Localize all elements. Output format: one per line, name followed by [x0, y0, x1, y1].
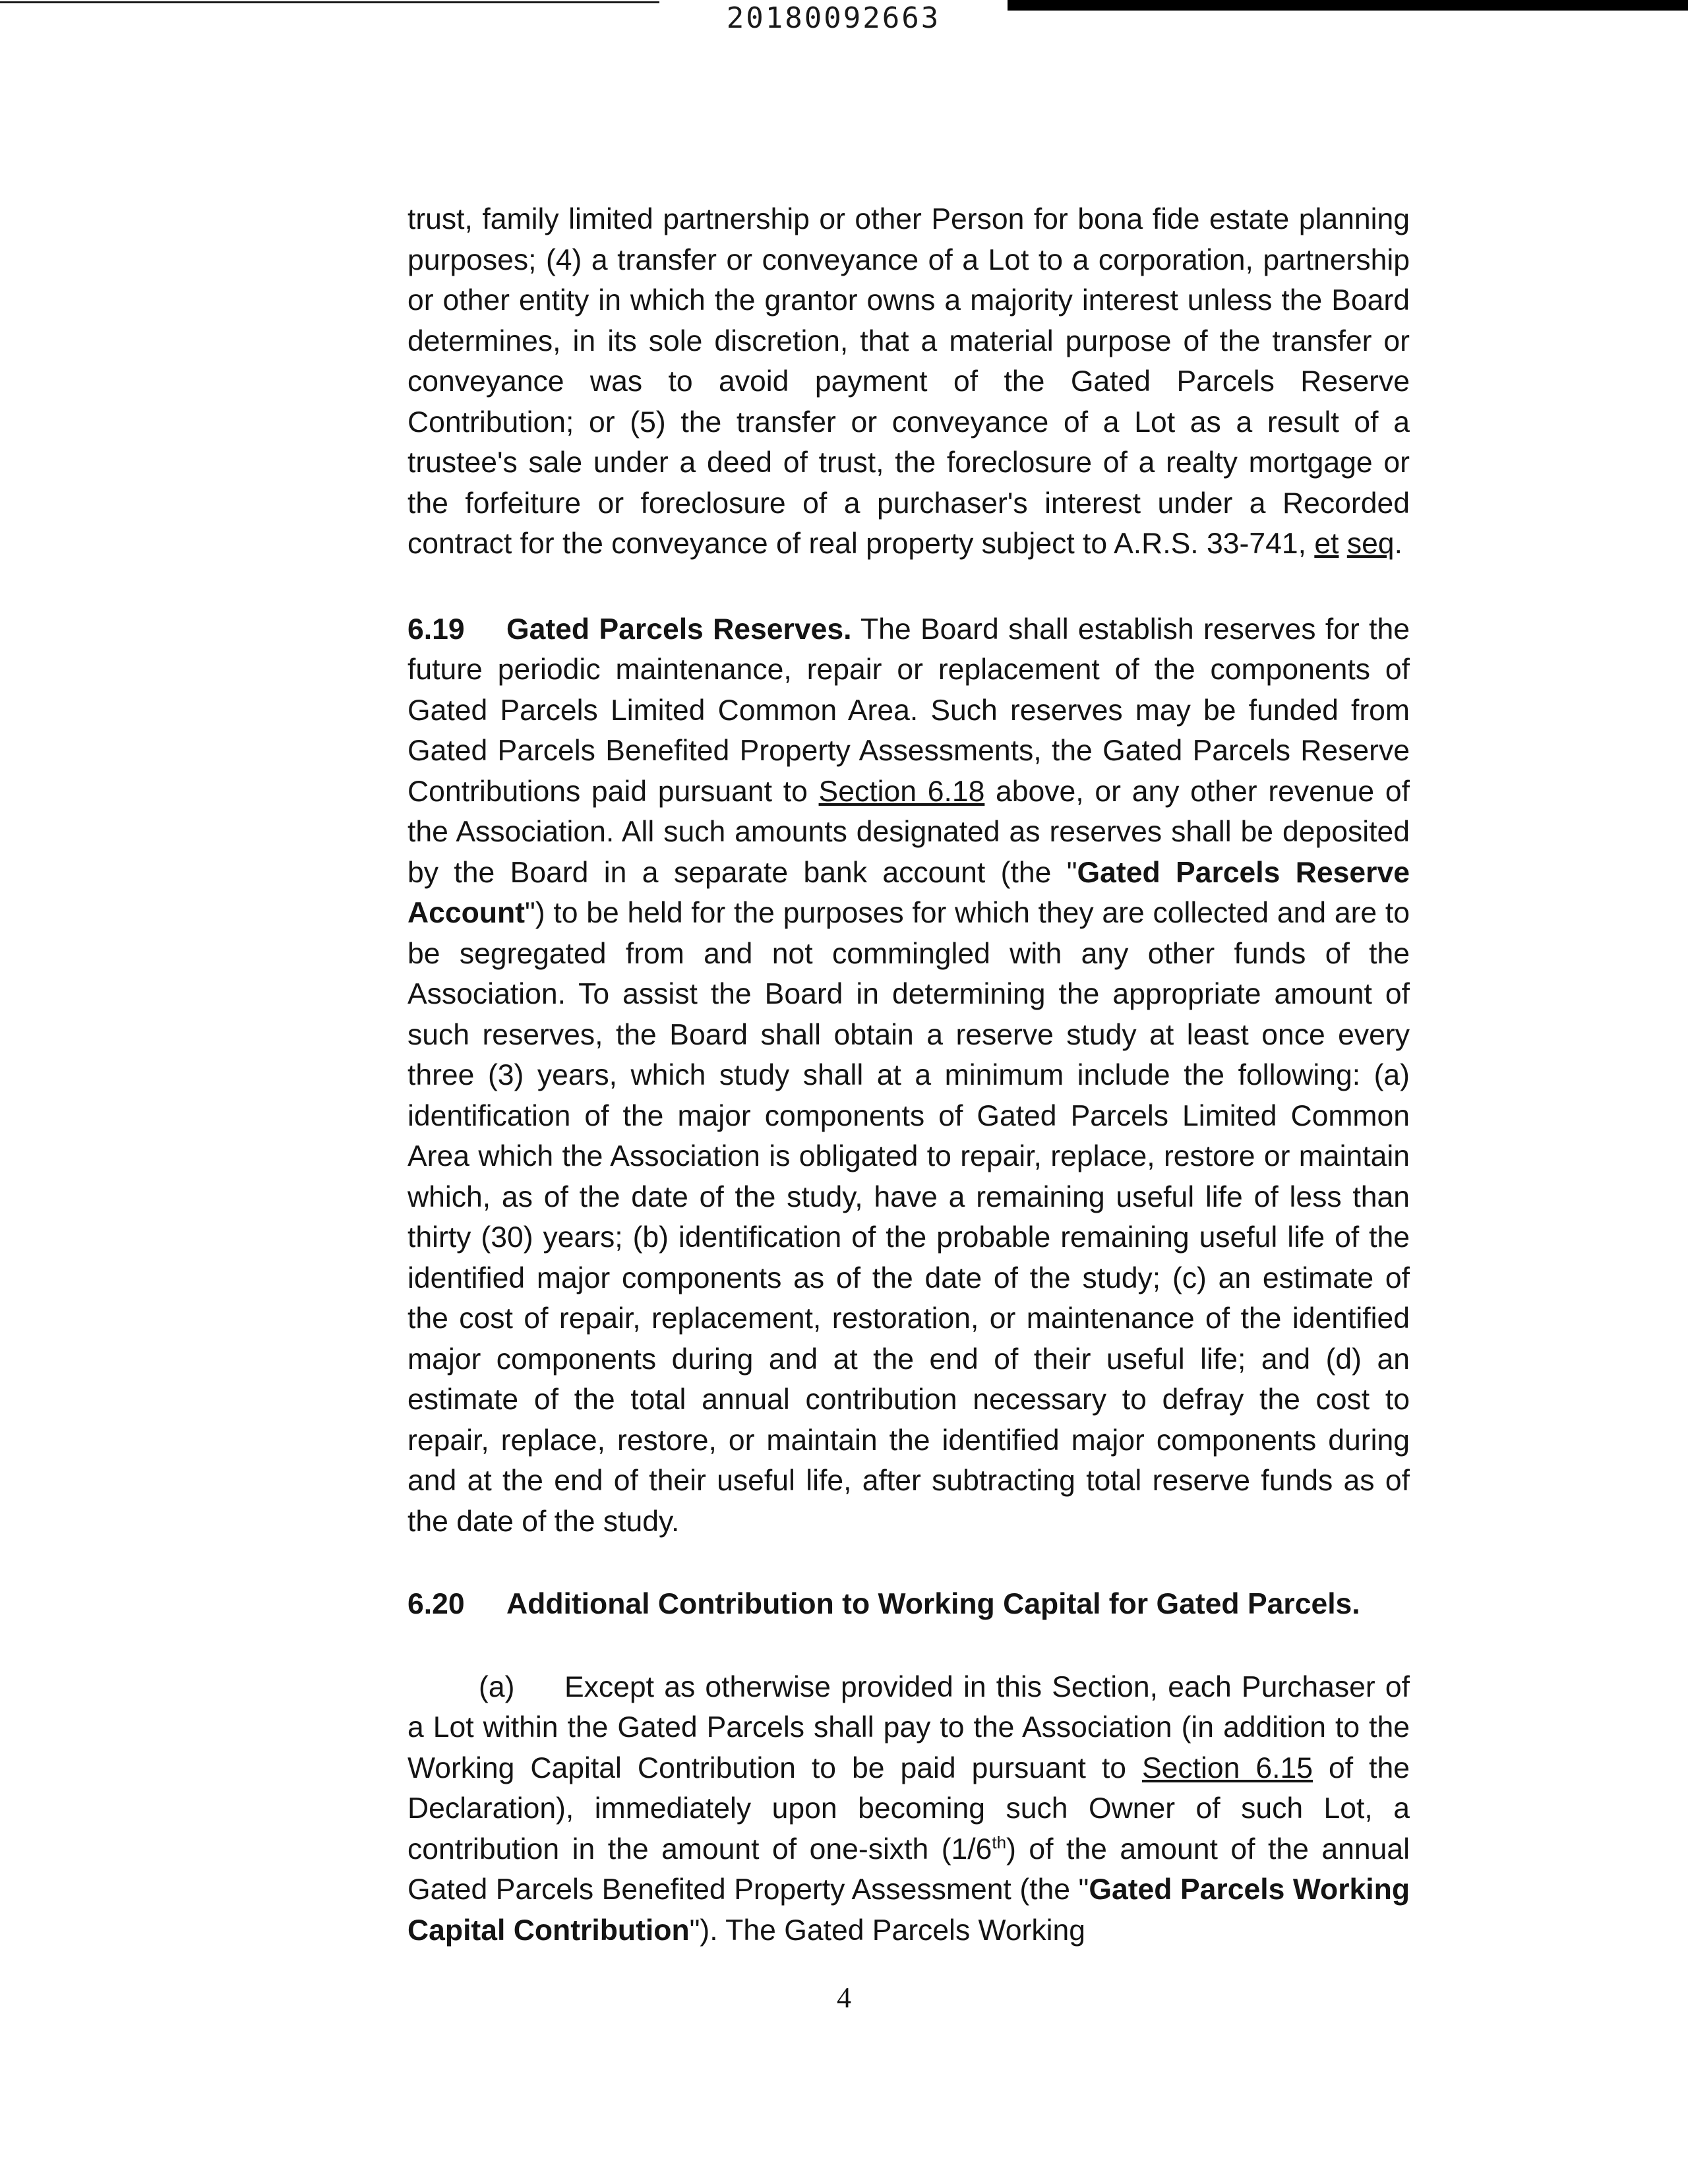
continuation-end: . — [1394, 528, 1402, 560]
defined-term: Gated Parcels Working Capital Contribution — [407, 1873, 1410, 1947]
defined-term: Gated Parcels Reserve Account — [407, 856, 1410, 929]
et-citation: et — [1314, 528, 1339, 560]
header-rule-right — [1008, 0, 1688, 11]
page-number: 4 — [837, 1982, 851, 2014]
continuation-text: trust, family limited partnership or other Person for bona fide estate planning purposes; (4) a transfer or conveyance of a Lot to a corporation, partnership or other entity in which the grantor owns a majority interest unless the Board determines, in its sole discretion, that a material purpose of the transfer or conveyance was to avoid payment of the Gated Parcels Reserve Contribution; or (5) the transfer or conveyance of a Lot as a result of a trustee's sale under a deed of trust, the foreclosure of a realty mortgage or the forfeiture or foreclosure of a purchaser's interest under a Recorded contract for the conveyance of real property subject to A.R.S. 33-741, — [407, 203, 1410, 560]
paragraph-label: (a) — [479, 1670, 515, 1703]
header-rule-left — [0, 1, 659, 3]
section-title: Additional Contribution to Working Capital for Gated Parcels. — [506, 1588, 1360, 1620]
section-6-20-heading — [407, 1584, 1410, 1625]
section-number: 6.19 — [407, 613, 465, 646]
paragraph-text: "). The Gated Parcels Working — [689, 1914, 1085, 1947]
paragraph-text: Except as otherwise provided in this Section, each Purchaser of a Lot within the Gated Parcels shall pay to the Association (in addition to the Working Capital Contribution to be paid pursuant to — [407, 1670, 1410, 1784]
section-text: The Board shall establish reserves for the future periodic maintenance, repair or replacement of the components of Gated Parcels Limited Common Area. Such reserves may be funded from Gated Parcels Benefited Property Assessments, the Gated Parcels Reserve Contributions paid pursuant to — [407, 613, 1410, 808]
section-text: above, or any other revenue of the Association. All such amounts designated as reserves shall be deposited by the Board in a separate bank account (the " — [407, 775, 1410, 889]
continuation-paragraph — [407, 199, 1410, 564]
seq-citation: seq — [1346, 528, 1395, 560]
document-number: 20180092663 — [726, 1, 941, 35]
ordinal-superscript: th — [992, 1832, 1007, 1852]
section-text: ") to be held for the purposes for which they are collected and are to be segregated from and not commingled with any other funds of the Association. To assist the Board in determining the appropriate amount of such reserves, the Board shall obtain a reserve study at least once every three (3) years, which study shall at a minimum include the following: (a) identification of the major components of Gated Parcels Limited Common Area which the Association is obligated to repair, replace, restore or maintain which, as of the date of the study, have a remaining useful life of less than thirty (30) years; (b) identification of the probable remaining useful life of the identified major components as of the date of the study; (c) an estimate of the cost of repair, replacement, restoration, or maintenance of the identified major components during and at the end of their useful life; and (d) an estimate of the total annual contribution necessary to defray the cost to repair, replace, restore, or maintain the identified major components during and at the end of their useful life, after subtracting total reserve funds as of the date of the study. — [407, 897, 1410, 1538]
section-6-19 — [407, 609, 1410, 1542]
paragraph-text: ) of the amount of the annual Gated Parcels Benefited Property Assessment (the " — [407, 1833, 1410, 1906]
section-title: Gated Parcels Reserves. — [506, 613, 852, 646]
section-reference-link: Section 6.18 — [818, 775, 985, 808]
document-body — [407, 199, 1410, 1951]
section-6-20-paragraph-a — [407, 1667, 1410, 1951]
section-number: 6.20 — [407, 1588, 465, 1620]
paragraph-text: of the Declaration), immediately upon becoming such Owner of such Lot, a contribution in the amount of one-sixth (1/6 — [407, 1751, 1410, 1866]
section-reference-link: Section 6.15 — [1141, 1751, 1313, 1784]
